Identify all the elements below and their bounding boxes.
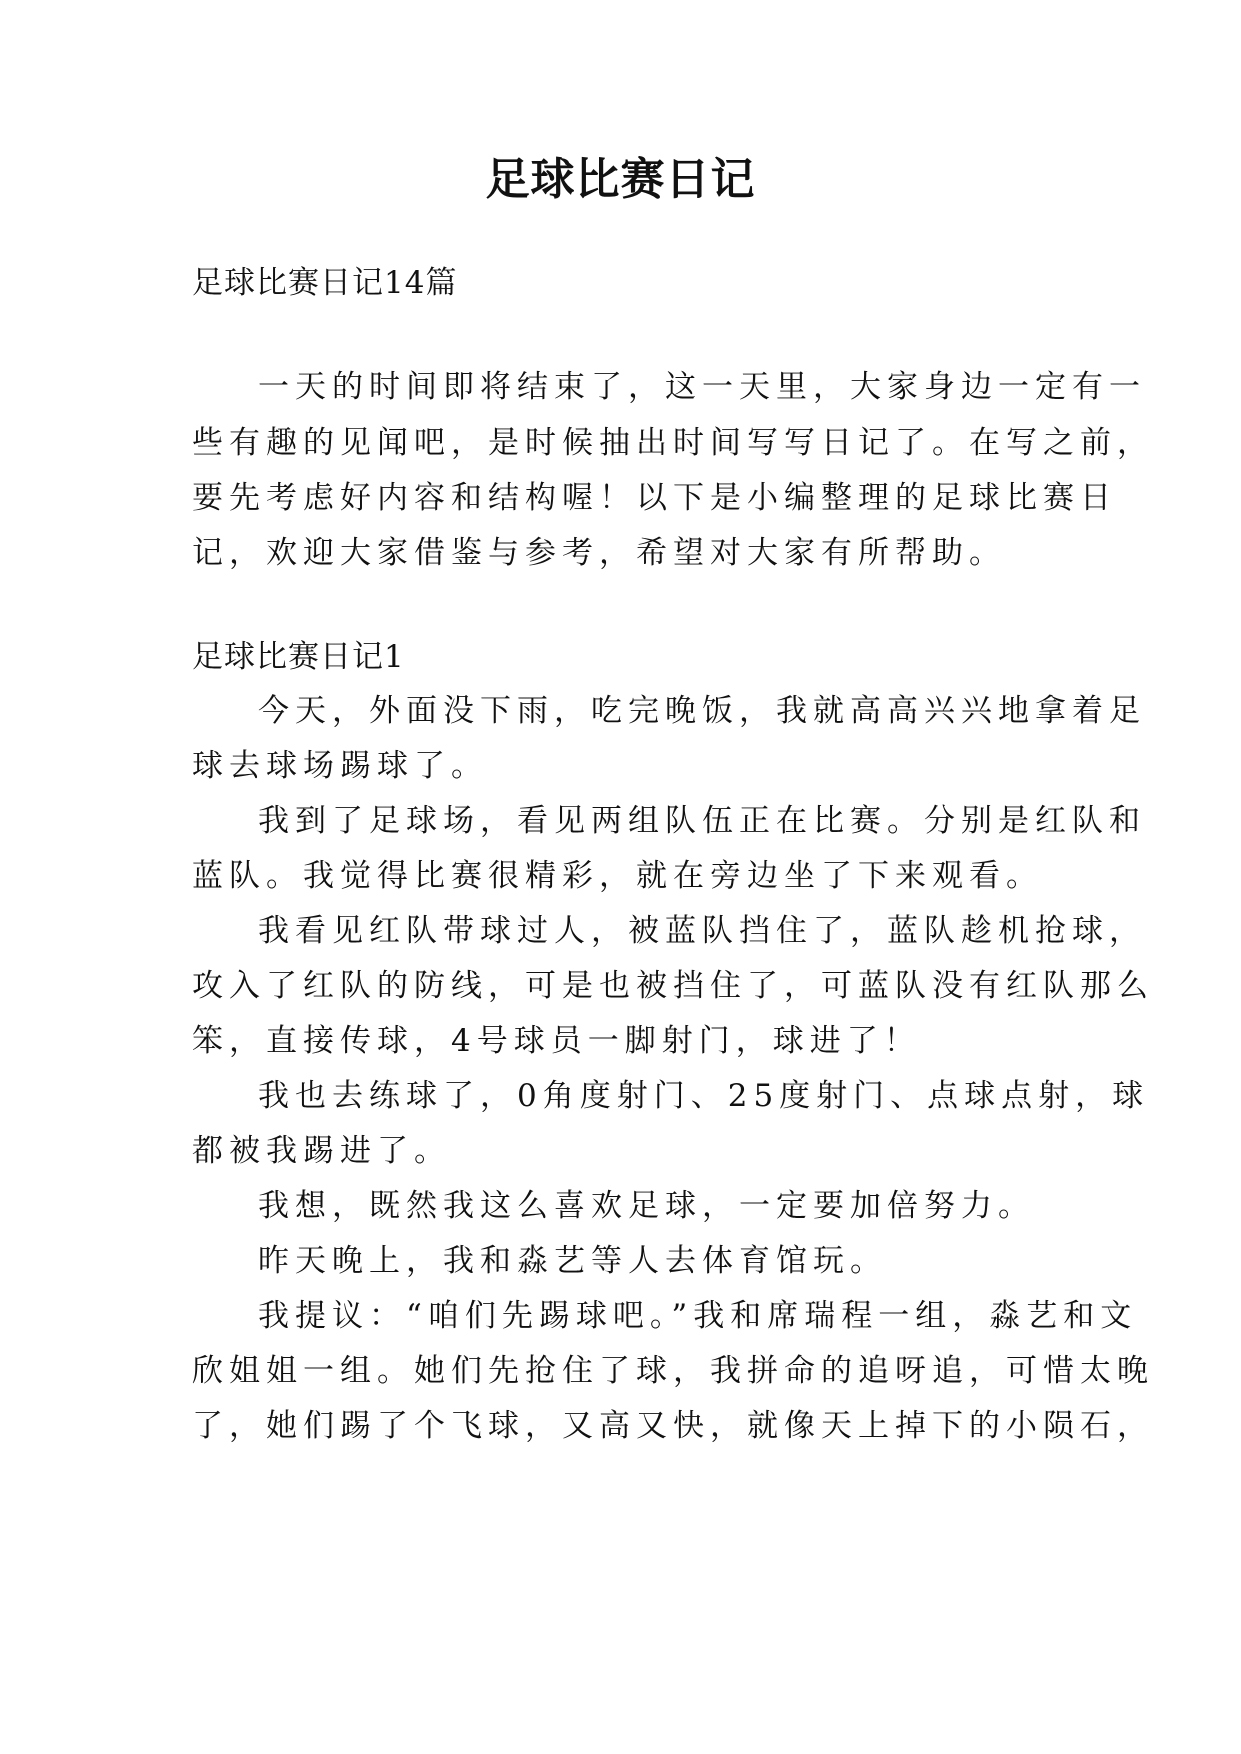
diary-1-line-7: 笨，直接传球，4号球员一脚射门，球进了！ [192,1023,921,1059]
diary-1-line-12: 我提议：“咱们先踢球吧。”我和席瑞程一组，淼艺和文 [258,1298,1138,1334]
article-count-heading: 足球比赛日记14篇 [192,265,458,301]
diary-1-line-1: 今天，外面没下雨，吃完晚饭，我就高高兴兴地拿着足 [258,693,1146,729]
document-title: 足球比赛日记 [485,154,756,205]
diary-1-line-14: 了，她们踢了个飞球，又高又快，就像天上掉下的小陨石， [192,1408,1154,1444]
diary-1-line-9: 都被我踢进了。 [192,1133,451,1169]
diary-1-line-10: 我想，既然我这么喜欢足球，一定要加倍努力。 [258,1188,1035,1224]
diary-1-line-2: 球去球场踢球了。 [192,748,488,784]
diary-1-line-4: 蓝队。我觉得比赛很精彩，就在旁边坐了下来观看。 [192,858,1043,894]
diary-1-line-13: 欣姐姐一组。她们先抢住了球，我拼命的追呀追，可惜太晚 [192,1353,1154,1389]
diary-1-line-3: 我到了足球场，看见两组队伍正在比赛。分别是红队和 [258,803,1146,839]
diary-1-line-8: 我也去练球了，0角度射门、25度射门、点球点射，球 [258,1078,1150,1114]
diary-1-heading: 足球比赛日记1 [192,639,405,675]
intro-line-1: 一天的时间即将结束了，这一天里，大家身边一定有一 [258,369,1146,405]
diary-1-line-6: 攻入了红队的防线，可是也被挡住了，可蓝队没有红队那么 [192,968,1154,1004]
intro-line-3: 要先考虑好内容和结构喔！以下是小编整理的足球比赛日 [192,480,1117,516]
intro-line-4: 记，欢迎大家借鉴与参考，希望对大家有所帮助。 [192,535,1006,571]
diary-1-line-11: 昨天晚上，我和淼艺等人去体育馆玩。 [258,1243,887,1279]
diary-1-line-5: 我看见红队带球过人，被蓝队挡住了，蓝队趁机抢球， [258,913,1146,949]
intro-line-2: 些有趣的见闻吧，是时候抽出时间写写日记了。在写之前， [192,425,1154,461]
